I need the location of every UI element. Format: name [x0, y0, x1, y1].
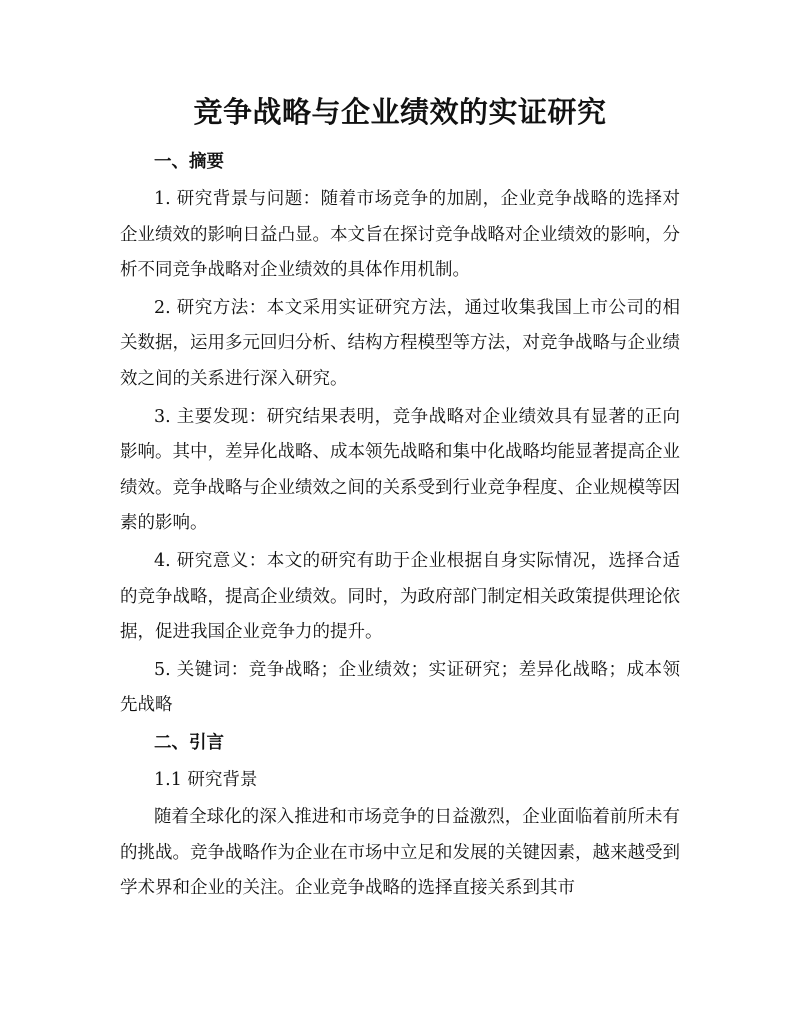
introduction-paragraph-1: 随着全球化的深入推进和市场竞争的日益激烈，企业面临着前所未有的挑战。竞争战略作为企业在市场中立足和发展的关键因素，越来越受到学术界和企业的关注。企业竞争战略的选择直接关系到其市 — [120, 806, 680, 899]
subsection-heading-research-background: 1.1 研究背景 — [154, 769, 258, 790]
document-title: 竞争战略与企业绩效的实证研究 — [193, 95, 607, 129]
section-heading-abstract: 一、摘要 — [154, 152, 224, 172]
abstract-paragraph-4: 4. 研究意义：本文的研究有助于企业根据自身实际情况，选择合适的竞争战略，提高企业绩效。同时，为政府部门制定相关政策提供理论依据，促进我国企业竞争力的提升。 — [120, 550, 680, 643]
abstract-paragraph-3: 3. 主要发现：研究结果表明，竞争战略对企业绩效具有显著的正向影响。其中，差异化战略、成本领先战略和集中化战略均能显著提高企业绩效。竞争战略与企业绩效之间的关系受到行业竞争程度、企业规模等因素的影响。 — [120, 406, 680, 534]
abstract-paragraph-2: 2. 研究方法：本文采用实证研究方法，通过收集我国上市公司的相关数据，运用多元回归分析、结构方程模型等方法，对竞争战略与企业绩效之间的关系进行深入研究。 — [120, 297, 680, 389]
section-heading-introduction: 二、引言 — [154, 732, 224, 753]
document-body — [120, 145, 680, 909]
abstract-paragraph-1: 1. 研究背景与问题：随着市场竞争的加剧，企业竞争战略的选择对企业绩效的影响日益凸显。本文旨在探讨竞争战略对企业绩效的影响，分析不同竞争战略对企业绩效的具体作用机制。 — [120, 189, 680, 281]
abstract-paragraph-5: 5. 关键词：竞争战略；企业绩效；实证研究；差异化战略；成本领先战略 — [120, 659, 680, 716]
